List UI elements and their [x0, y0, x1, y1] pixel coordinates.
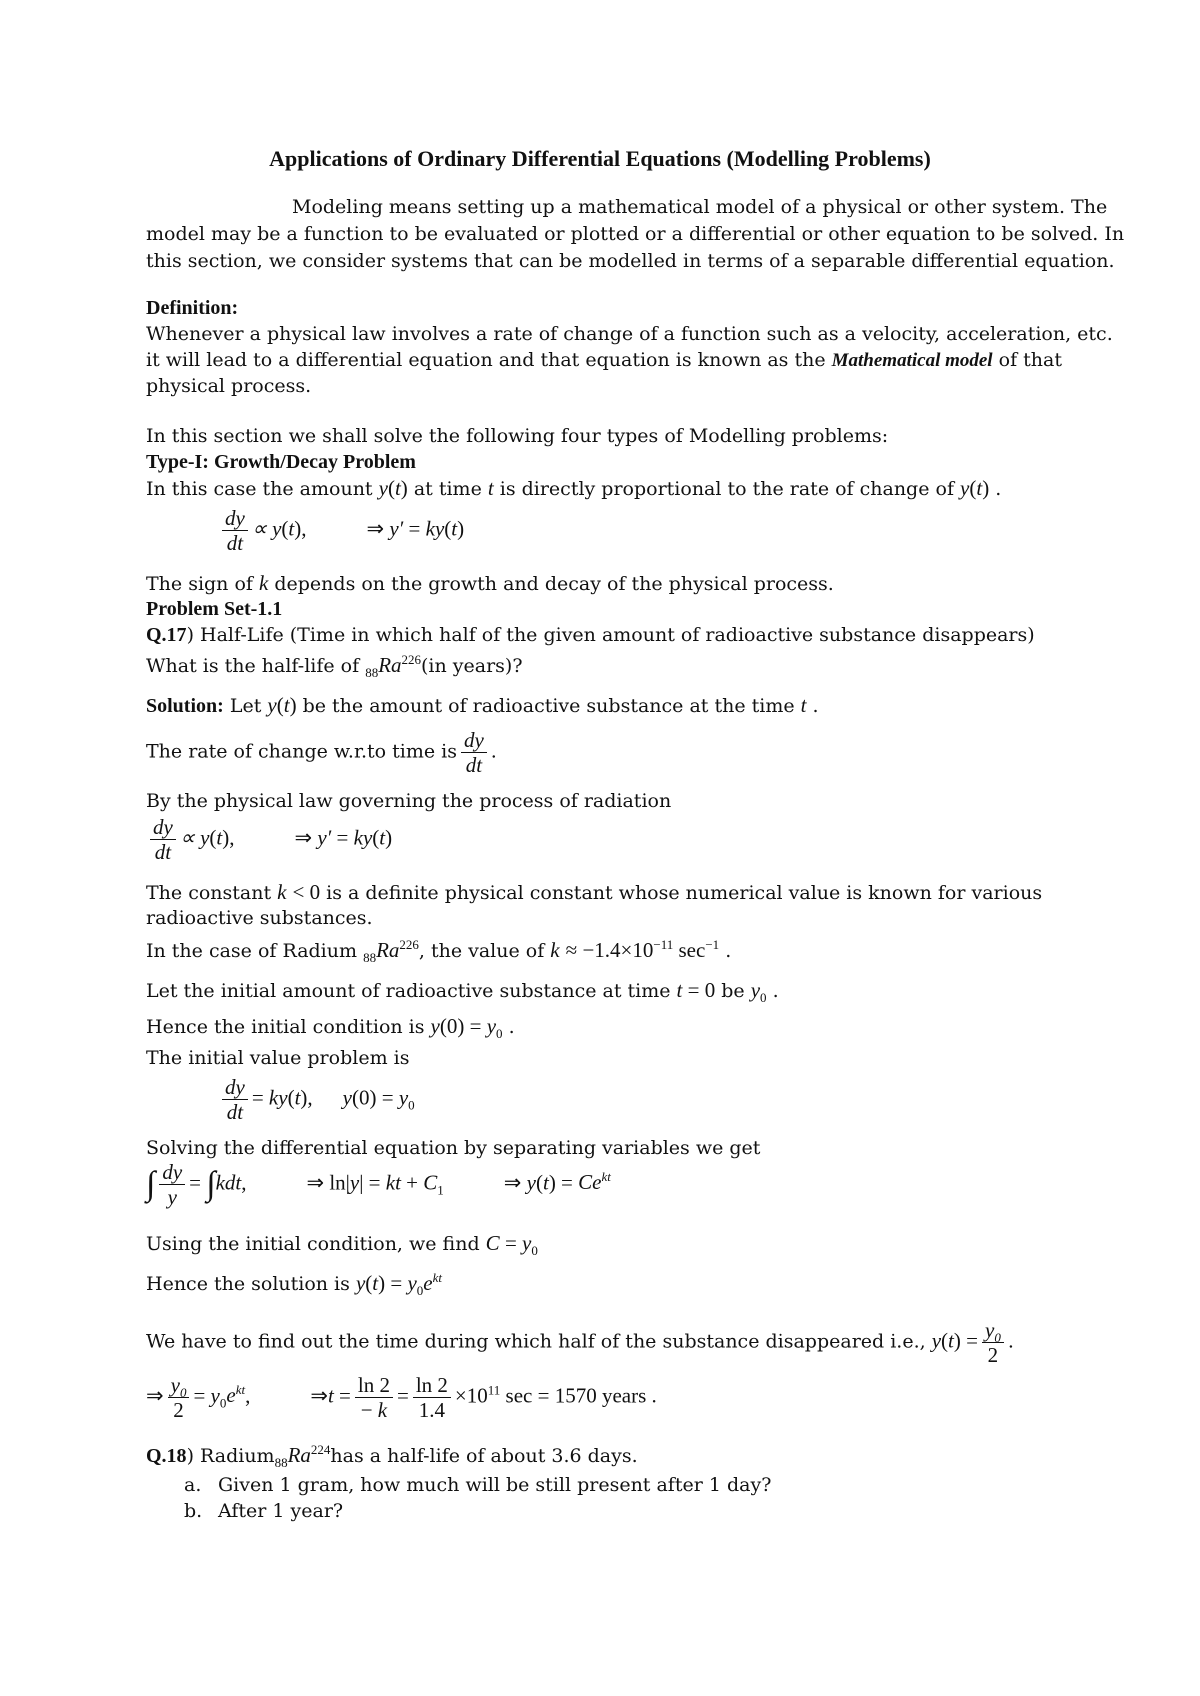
sign-of-k-text: The sign of k depends on the growth and decay of the physical process. — [146, 571, 834, 595]
equation-ivp: $\frac{dy}{dt}$ = ky(t), $y(0) = y_0$ — [218, 1075, 415, 1124]
problem-set-heading: Problem Set-1.1 — [146, 598, 283, 620]
definition-heading: Definition: — [146, 297, 239, 319]
equation-separation: ∫ $\frac{dy}{y}$ = ∫kdt, ⇒ ln|y| = kt + $C_1$ ⇒ $y(t) = Ce^{kt}$ — [146, 1160, 611, 1209]
definition-line-3: physical process. — [146, 375, 312, 397]
type1-line: In this case the amount y(t) at time t is directly proportional to the rate of change of y(t) . — [146, 476, 1002, 500]
intro-line-2: model may be a function to be evaluated or plotted or a differential or other equation to be solved. In — [146, 223, 1125, 245]
page-title: Applications of Ordinary Differential Equations (Modelling Problems) — [269, 146, 931, 171]
solution-result-line: Hence the solution is $y(t) = y_0e^{kt}$ — [146, 1270, 442, 1299]
definition-line-1: Whenever a physical law involves a rate of change of a function such as a velocity, acceleration, etc. — [146, 323, 1113, 345]
ivp-text: The initial value problem is — [146, 1047, 410, 1069]
using-initial-condition-line: Using the initial condition, we find $C = y_0$ — [146, 1231, 538, 1259]
definition-line-2: it will lead to a differential equation and that equation is known as the Mathematical model of that — [146, 349, 1062, 371]
q17-line: Q.17) Half-Life (Time in which half of the given amount of radioactive substance disappears) — [146, 624, 1035, 646]
half-life-years-value: 1570 — [554, 1383, 597, 1408]
q18-item-b: b. After 1 year? — [184, 1500, 344, 1522]
constant-k-line-2: radioactive substances. — [146, 907, 373, 929]
rate-of-change-line: The rate of change w.r.to time is $\frac{dy}{dt}$ . — [146, 728, 497, 777]
radium-k-value-line: In the case of Radium $_{88}Ra^{226}$, the value of $k \approx -1.4\times 10^{-11}$ $\sec^{-1}$ . — [146, 937, 732, 966]
intro-line-1: Modeling means setting up a mathematical model of a physical or other system. The — [292, 196, 1108, 218]
q18-item-a: a. Given 1 gram, how much will be still present after 1 day? — [184, 1474, 772, 1496]
mathematical-model-term: Mathematical model — [831, 350, 993, 371]
equation-proportional-2: $\frac{dy}{dt}$ ∝ y(t), ⇒ y′ = ky(t) — [146, 815, 392, 864]
equation-half-life: ⇒ $\frac{y_0}{2}$ = $y_0e^{kt}$, ⇒t = $\frac{\ln 2}{- k}$ = $\frac{\ln 2}{1.4}$ $\times 10^{11}$ sec = 1570 years . — [146, 1373, 657, 1422]
intro-line-3: this section, we consider systems that can be modelled in terms of a separable differential equation. — [146, 250, 1115, 272]
physical-law-line: By the physical law governing the process of radiation — [146, 790, 672, 812]
q17-question: What is the half-life of $_{88}Ra^{226}(in$ years)? — [146, 652, 523, 681]
types-intro: In this section we shall solve the following four types of Modelling problems: — [146, 425, 889, 447]
type1-heading: Type-I: Growth/Decay Problem — [146, 451, 416, 473]
solving-text: Solving the differential equation by separating variables we get — [146, 1137, 761, 1159]
solution-line: Solution: Let y(t) be the amount of radioactive substance at the time t . — [146, 693, 819, 717]
initial-condition-line: Hence the initial condition is $y(0) = y_0$ . — [146, 1014, 515, 1042]
q18-line: Q.18) $Radium_{88}Ra^{224}has$ a half-life of about 3.6 days. — [146, 1442, 638, 1471]
half-substance-line: We have to find out the time during which half of the substance disappeared i.e., y(t) = $\frac{y_0}{2}$ . — [146, 1318, 1014, 1367]
constant-k-line: The constant k < 0 is a definite physical constant whose numerical value is known for various — [146, 880, 1043, 904]
initial-amount-line: Let the initial amount of radioactive substance at time t = 0 be $y_0$ . — [146, 978, 779, 1006]
equation-proportional-1: $\frac{dy}{dt}$ ∝ y(t), ⇒ y′ = ky(t) — [218, 506, 464, 555]
